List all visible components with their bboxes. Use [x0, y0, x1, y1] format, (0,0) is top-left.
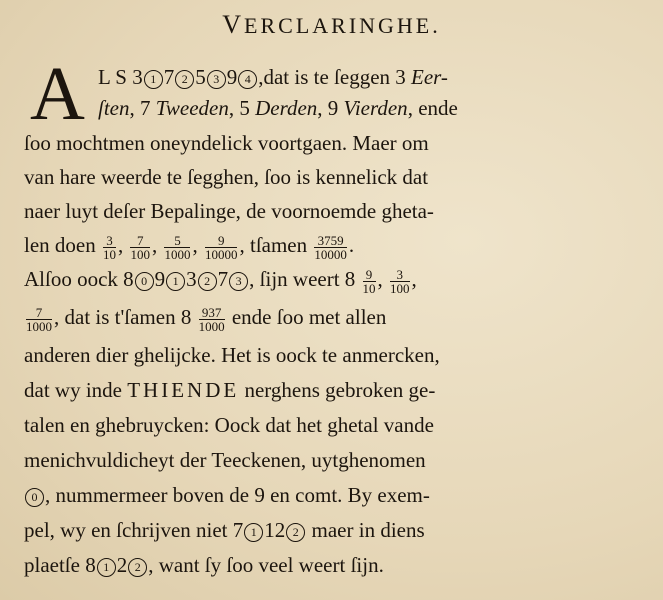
text-line-14	[24, 517, 425, 543]
fraction-9-10000: $\frac{9}{10000}$	[204, 232, 238, 262]
circled-1-icon-d: 1	[97, 558, 116, 577]
circled-1-icon-b: 1	[166, 272, 185, 291]
line7-d: 7	[217, 267, 229, 291]
text-line-9: anderen dier ghelijcke. Het is oock te anmercken,	[24, 343, 440, 367]
line10-a: dat wy inde	[24, 378, 122, 402]
line1-a: L S 3	[98, 65, 143, 89]
drop-cap: A	[30, 52, 85, 136]
thiende-word: THIENDE	[127, 378, 240, 402]
line14-a: pel, wy en ſchrijven niet 7	[24, 518, 244, 542]
fraction-7-1000: $\frac{7}{1000}$	[26, 304, 52, 334]
text-line-7: Alſoo oock 8 0 9 1 3 2 7 3 , ſijn weert 8 $\frac{9}{10}$ , $\frac{3}{100}$ ,	[24, 266, 417, 296]
fraction-5-1000: $\frac{5}{1000}$	[164, 232, 191, 262]
line6-b: , tſamen	[239, 233, 308, 257]
text-line-5: naer luyt deſer Bepalinge, de voornoemde gheta-	[24, 199, 434, 223]
line15-c: , want ſy ſoo veel weert ſijn.	[148, 553, 384, 577]
title-initial: V	[222, 10, 245, 39]
text-line-8	[24, 304, 386, 333]
text-line-13	[24, 482, 430, 508]
text-line-2	[98, 95, 458, 121]
digit-7: 7	[163, 65, 175, 89]
circled-1-icon: 1	[144, 70, 163, 89]
digit-5: 5	[195, 65, 206, 89]
circled-3-icon: 3	[207, 70, 226, 89]
line7-c: 3	[186, 267, 197, 291]
line2-e: Derden	[255, 96, 318, 120]
fraction-9-10: $\frac{9}{10}$	[362, 266, 376, 296]
text-line-1	[98, 64, 448, 90]
circled-2-icon-c: 2	[286, 523, 305, 542]
circled-2-icon-d: 2	[128, 558, 147, 577]
text-line-10	[24, 377, 435, 403]
line2-h: , ende	[407, 96, 458, 120]
line7-b: 9	[154, 267, 166, 291]
circled-0-icon-b: 0	[25, 488, 44, 507]
fraction-3759-10000: $\frac{3759}{10000}$	[314, 232, 347, 262]
circled-2-icon: 2	[175, 70, 194, 89]
page-title	[0, 10, 663, 40]
circled-3-icon-b: 3	[229, 272, 248, 291]
circled-4-icon: 4	[238, 70, 257, 89]
line2-d: , 5	[228, 96, 256, 120]
text-line-4: van hare weerde te ſegghen, ſoo is kennelick dat	[24, 165, 429, 189]
line2-c: Tweeden	[155, 96, 229, 120]
line7-a: Alſoo oock 8	[24, 267, 134, 291]
line2-a: ſten	[98, 96, 130, 120]
line15-a: plaetſe 8	[24, 553, 96, 577]
line2-f: , 9	[317, 96, 344, 120]
line15-b: 2	[116, 553, 128, 577]
line13-text: , nummermeer boven de 9 en comt. By exem-	[45, 483, 430, 507]
line10-b: nerghens gebroken ge-	[244, 378, 436, 402]
text-line-12: menichvuldicheyt der Teeckenen, uytghenomen	[24, 448, 426, 472]
title-rest: ERCLARINGHE.	[244, 13, 441, 38]
line1-c: Eer-	[411, 65, 448, 89]
line2-g: Vierden	[343, 96, 408, 120]
line8-a: , dat is t'ſamen 8	[54, 305, 192, 329]
fraction-3-10: $\frac{3}{10}$	[102, 232, 116, 262]
digit-9: 9	[226, 65, 238, 89]
text-line-6: len doen $\frac{3}{10}$ , $\frac{7}{100}$ , $\frac{5}{1000}$ , $\frac{9}{10000}$ , tſamen $\frac{3759}{10000}$ .	[24, 232, 355, 262]
line1-b: ,dat is te ſeggen 3	[258, 65, 412, 89]
circled-0-icon: 0	[135, 272, 154, 291]
fraction-3-100: $\frac{3}{100}$	[390, 266, 410, 296]
fraction-937-1000: $\frac{937}{1000}$	[198, 304, 225, 334]
circled-1-icon-c: 1	[244, 523, 263, 542]
line7-e: , ſijn weert 8	[249, 267, 356, 291]
fraction-7-100: $\frac{7}{100}$	[130, 232, 150, 262]
line14-c: maer in diens	[311, 518, 425, 542]
line14-b: 12	[264, 518, 286, 542]
line6-a: len doen	[24, 233, 96, 257]
circled-2-icon-b: 2	[198, 272, 217, 291]
line2-b: , 7	[129, 96, 156, 120]
text-line-3: ſoo mochtmen oneyndelick voortgaen. Maer om	[24, 131, 429, 155]
text-line-15	[24, 552, 384, 578]
text-line-11: talen en ghebruycken: Oock dat het ghetal vande	[24, 413, 434, 437]
line8-b: ende ſoo met allen	[231, 305, 387, 329]
